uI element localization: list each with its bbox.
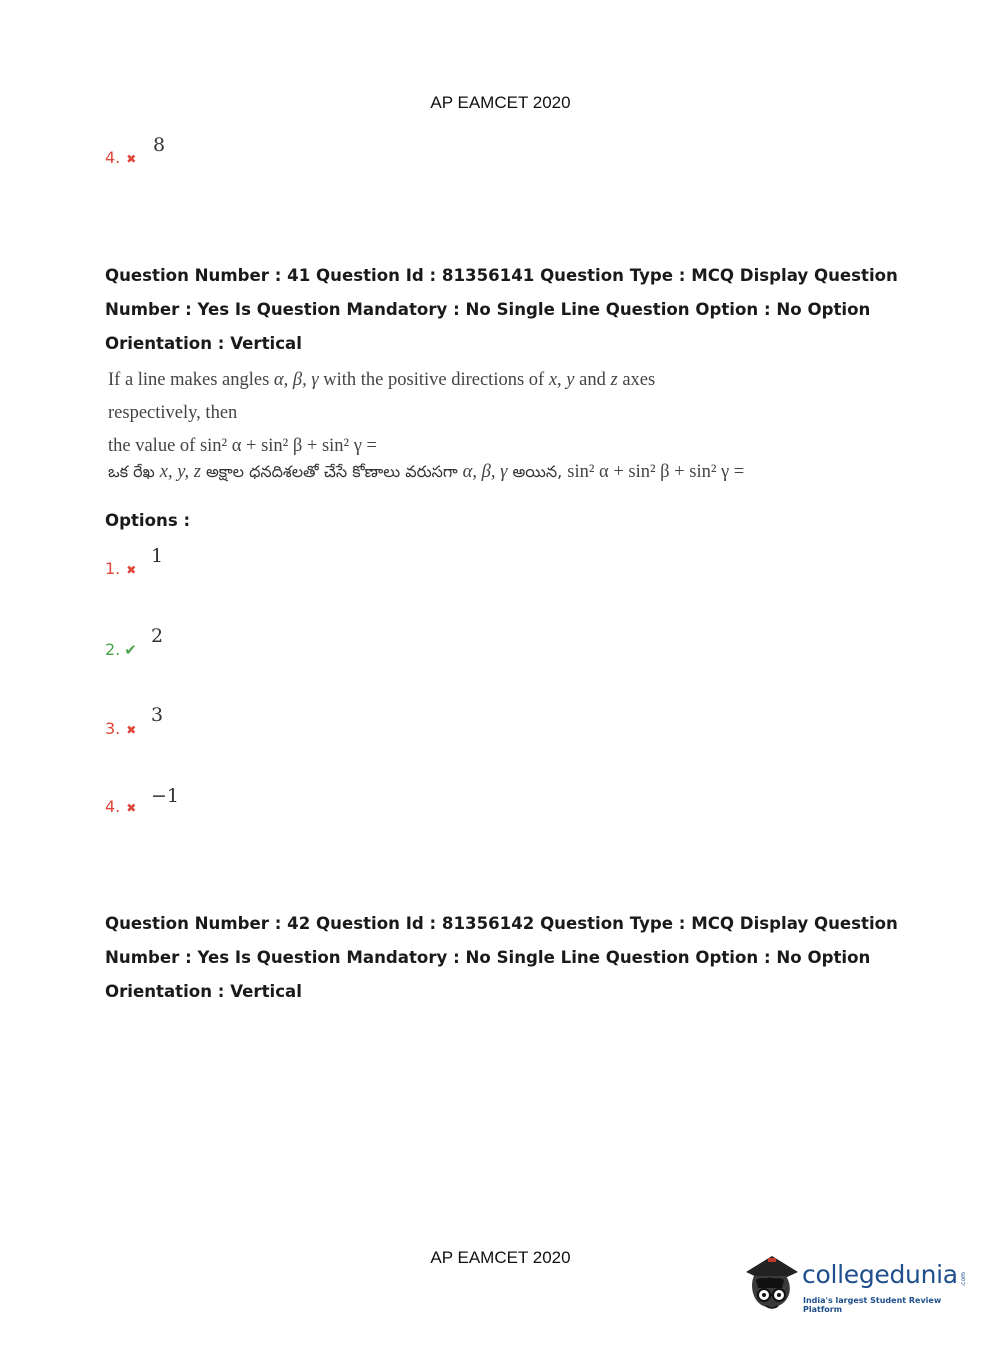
question-text-line-2: the value of sin² α + sin² β + sin² γ = [108,436,377,456]
logo-tagline: India's largest Student Review Platform [803,1296,942,1314]
question-41-meta: Question Number : 41 Question Id : 81356141 Question Type : MCQ Display Question Number : Yes Is Question Mandatory : No Single Line Question Option : No Option Orientation : Vertical [105,266,898,353]
cross-icon: ✖ [126,801,137,815]
logo-dotcom: .com [960,1272,967,1287]
collegedunia-logo [742,1250,972,1320]
option-number: 3. [105,719,121,738]
option-2-value: 2 [151,625,164,647]
question-41-text-telugu: ఒక రేఖ x, y, z అక్షాల ధనదిశలతో చేసే కోణాలు వరుసగా α, β, γ అయిన, sin² α + sin² β + sin² γ = [108,462,745,482]
options-label: Options : [105,511,191,530]
option-1-value: 1 [151,545,164,567]
cross-icon: ✖ [126,152,137,166]
option-3 [105,719,136,738]
question-42-meta: Question Number : 42 Question Id : 81356142 Question Type : MCQ Display Question Number : Yes Is Question Mandatory : No Single Line Question Option : No Option Orientation : Vertical [105,914,898,1001]
option-4-value: −1 [151,785,180,807]
question-41-text-english [108,364,728,463]
prev-option-4 [105,148,136,167]
option-value: 8 [153,134,166,156]
logo-wordmark: collegedunia [802,1260,958,1289]
check-icon: ✔ [124,641,137,659]
page-header: AP EAMCET 2020 [430,93,571,112]
mascot-icon [742,1250,802,1320]
option-3-value: 3 [151,704,164,726]
option-number: 1. [105,559,121,578]
option-number: 2. [105,640,121,659]
question-text-line-1: If a line makes angles α, β, γ with the positive directions of x, y and z axes respectively, then [108,370,656,423]
option-number: 4. [105,797,121,816]
option-4 [105,797,136,816]
option-number: 4. [105,148,121,167]
cross-icon: ✖ [126,563,137,577]
cross-icon: ✖ [126,723,137,737]
option-2 [105,640,137,659]
option-1 [105,559,136,578]
page-footer: AP EAMCET 2020 [430,1248,571,1267]
